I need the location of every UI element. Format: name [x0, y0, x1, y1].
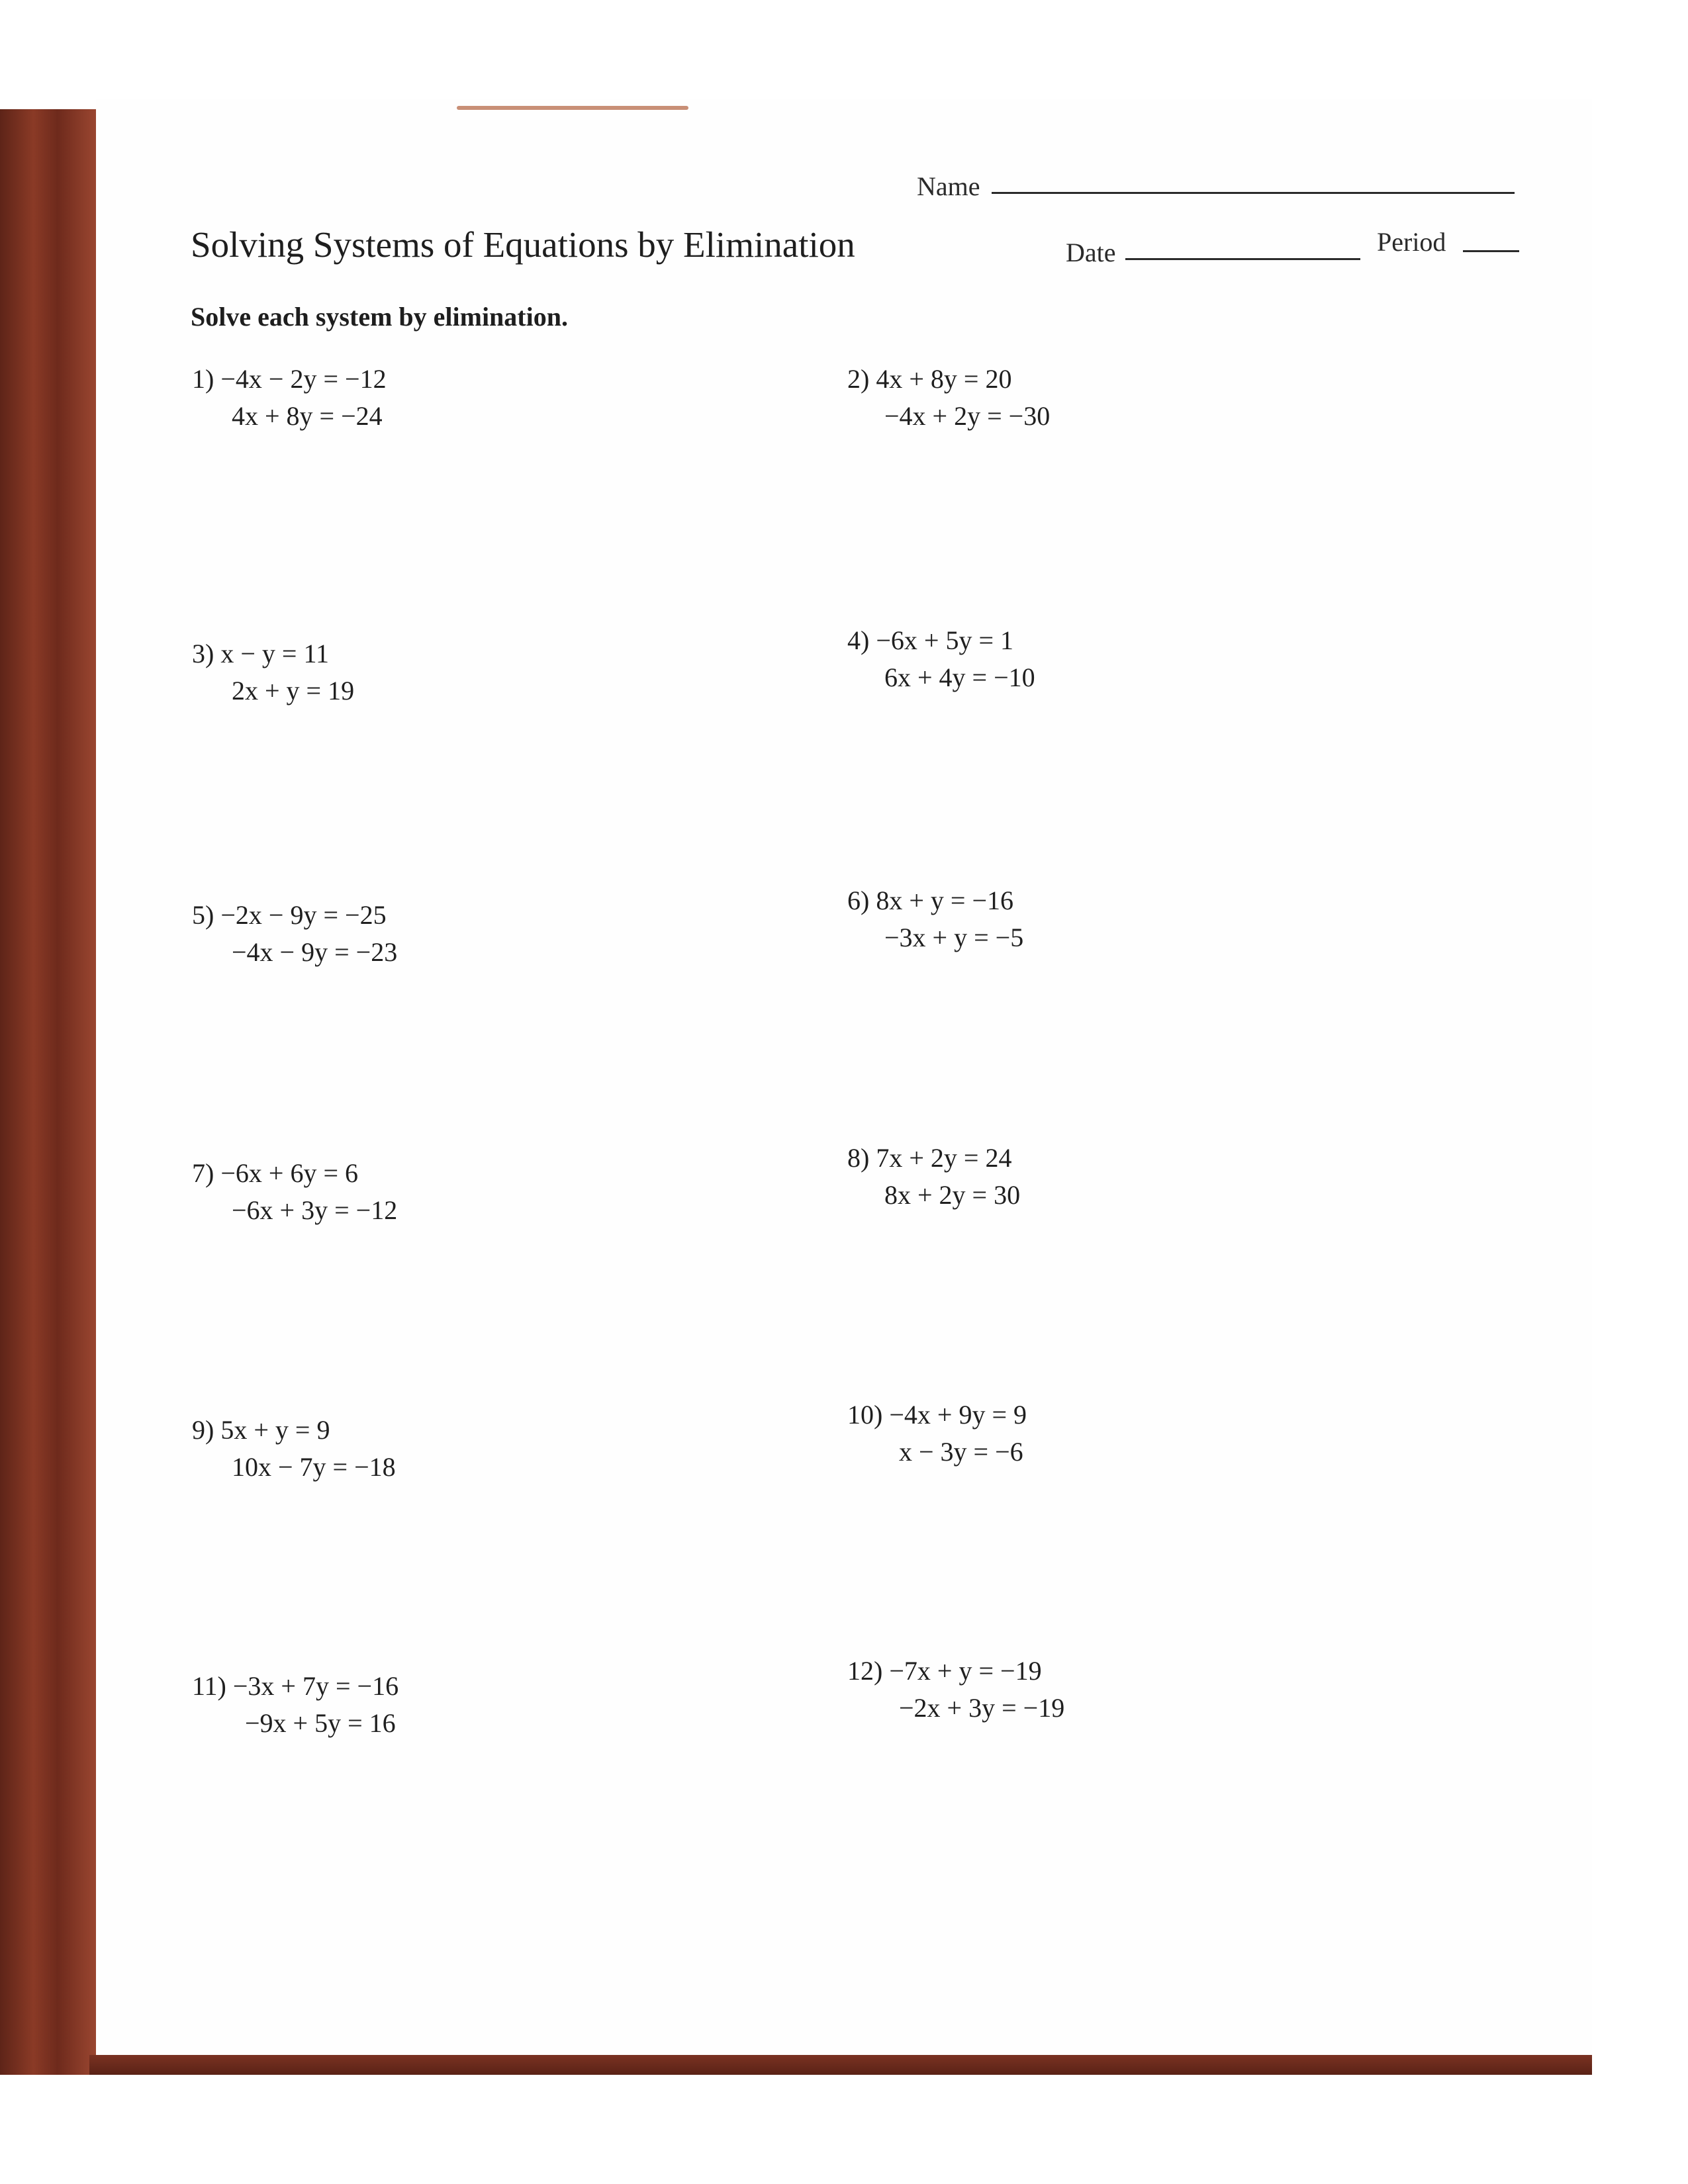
problem-number: 3) — [192, 639, 214, 668]
problem-number: 7) — [192, 1158, 214, 1188]
problem-number: 5) — [192, 900, 214, 930]
equation-1: x − y = 11 — [220, 639, 329, 668]
problem-9 — [192, 1412, 396, 1486]
equation-2: 6x + 4y = −10 — [884, 662, 1035, 692]
problem-number: 4) — [847, 625, 870, 655]
problem-6 — [847, 882, 1023, 956]
worksheet-title: Solving Systems of Equations by Elimination — [191, 224, 855, 265]
equation-1: −7x + y = −19 — [889, 1656, 1042, 1686]
equation-1: 5x + y = 9 — [220, 1415, 330, 1445]
problem-number: 10) — [847, 1400, 883, 1430]
equation-2: 10x − 7y = −18 — [232, 1452, 396, 1482]
wood-table-edge-left — [0, 109, 96, 2075]
equation-2: 2x + y = 19 — [232, 676, 355, 705]
problem-10 — [847, 1396, 1027, 1471]
name-label: Name — [917, 171, 980, 201]
equation-1: −4x + 9y = 9 — [889, 1400, 1027, 1430]
name-blank-line[interactable] — [992, 192, 1515, 194]
problem-11 — [192, 1668, 399, 1742]
equation-1: 7x + 2y = 24 — [876, 1143, 1012, 1173]
equation-2: x − 3y = −6 — [899, 1437, 1023, 1467]
equation-1: −6x + 5y = 1 — [876, 625, 1014, 655]
equation-2: 8x + 2y = 30 — [884, 1180, 1021, 1210]
problem-number: 2) — [847, 364, 870, 394]
equation-1: −2x − 9y = −25 — [220, 900, 387, 930]
instructions-text: Solve each system by elimination. — [191, 302, 568, 332]
problem-5 — [192, 897, 397, 971]
equation-2: −4x − 9y = −23 — [232, 937, 398, 967]
equation-1: −4x − 2y = −12 — [220, 364, 387, 394]
paper-stain-mark — [457, 106, 688, 110]
equation-2: 4x + 8y = −24 — [232, 401, 383, 431]
equation-2: −6x + 3y = −12 — [232, 1195, 398, 1225]
equation-1: 4x + 8y = 20 — [876, 364, 1012, 394]
equation-2: −4x + 2y = −30 — [884, 401, 1051, 431]
date-blank-line[interactable] — [1125, 258, 1360, 260]
problem-number: 8) — [847, 1143, 870, 1173]
date-label: Date — [1066, 238, 1116, 267]
problem-7 — [192, 1155, 397, 1229]
problem-number: 1) — [192, 364, 214, 394]
equation-2: −3x + y = −5 — [884, 923, 1024, 952]
problem-2 — [847, 361, 1050, 435]
equation-1: 8x + y = −16 — [876, 886, 1014, 915]
problem-number: 6) — [847, 886, 870, 915]
problem-1 — [192, 361, 387, 435]
equation-1: −3x + 7y = −16 — [232, 1671, 399, 1701]
problem-number: 11) — [192, 1671, 226, 1701]
equation-2: −2x + 3y = −19 — [899, 1693, 1065, 1723]
equation-1: −6x + 6y = 6 — [220, 1158, 359, 1188]
wood-table-edge-bottom — [89, 2055, 1592, 2075]
equation-2: −9x + 5y = 16 — [245, 1708, 396, 1738]
problem-number: 9) — [192, 1415, 214, 1445]
period-label: Period — [1377, 227, 1446, 257]
period-blank-line[interactable] — [1463, 250, 1519, 252]
problem-4 — [847, 622, 1035, 696]
problem-number: 12) — [847, 1656, 883, 1686]
problem-8 — [847, 1140, 1020, 1214]
problem-3 — [192, 635, 354, 709]
problem-12 — [847, 1653, 1064, 1727]
